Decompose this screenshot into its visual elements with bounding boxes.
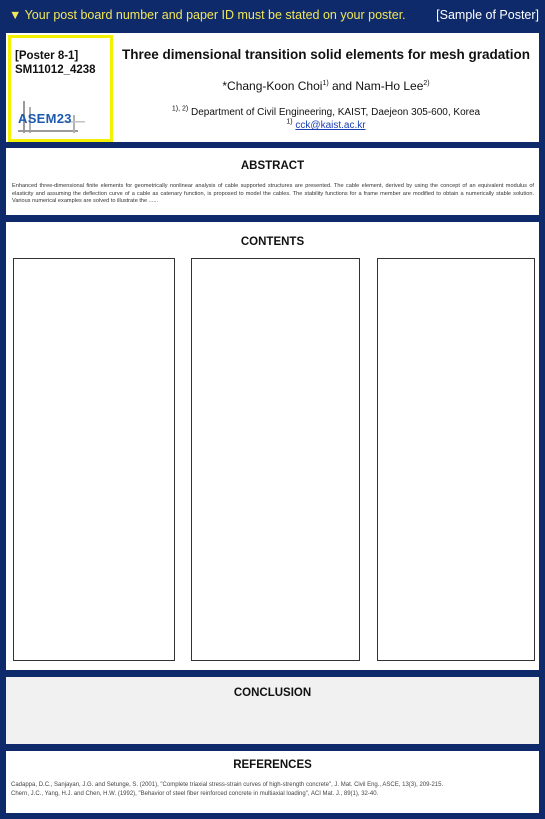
affiliation-line <box>116 107 536 118</box>
paper-id: SM11012_4238 <box>15 64 96 76</box>
conclusion-title: CONCLUSION <box>233 687 312 699</box>
email-link[interactable]: cck@kaist.ac.kr <box>295 120 366 131</box>
instruction-bar <box>0 0 545 30</box>
affiliation-sup: 1), 2) <box>171 105 189 113</box>
email-line <box>116 120 536 131</box>
poster-header <box>6 33 539 142</box>
abstract-section <box>6 148 539 215</box>
asem-logo-text: ASEM23 <box>18 111 72 126</box>
contents-title: CONTENTS <box>240 236 305 248</box>
author-1-sup: 1) <box>322 80 329 87</box>
poster-id-text <box>15 49 96 77</box>
poster-number: [Poster 8-1] <box>15 50 79 62</box>
contents-section <box>6 222 539 670</box>
paper-title: Three dimensional transition solid elements for mesh gradation <box>121 47 531 62</box>
content-column-2 <box>191 258 360 661</box>
affiliation-text: Department of Civil Engineering, KAIST, Daejeon 305-600, Korea <box>188 107 481 118</box>
abstract-title: ABSTRACT <box>240 160 305 172</box>
references-section <box>6 751 539 813</box>
reference-item: Cadappa, D.C., Sanjayan, J.G. and Setunge, S. (2001), "Complete triaxial stress-strain curves of high-strength concrete", J. Mat. Civil Eng., ASCE, 13(3), 209-215. <box>11 782 444 788</box>
authors-line <box>116 79 536 93</box>
conclusion-section <box>6 677 539 744</box>
reference-item: Chern, J.C., Yang, H.J. and Chen, H.W. (1992), "Behavior of steel fiber reinforced concrete in multiaxial loading", ACI Mat. J., 89(1), 32-40. <box>11 791 379 797</box>
abstract-text: Enhanced three-dimensional finite elements for geometrically nonlinear analysis of cable supported structures are presented. The cable element, derived by using the concept of an equivalent modulus of elasticity and assuming the deflection curve of a cable as catenary function, is proposed to model the cables. The stability functions for a frame member are modified to obtain a numerically stable solution. Various numerical examples are solved to illustrate the ...... <box>12 183 534 205</box>
email-sup: 1) <box>286 118 293 126</box>
sample-label: [Sample of Poster] <box>436 8 539 22</box>
content-column-3 <box>377 258 535 661</box>
author-1: *Chang-Koon Choi <box>222 79 323 93</box>
poster-id-box <box>8 35 113 142</box>
references-title: REFERENCES <box>233 759 312 771</box>
author-2-sup: 2) <box>423 80 430 87</box>
author-2: and Nam-Ho Lee <box>328 79 424 93</box>
content-column-1 <box>13 258 175 661</box>
instruction-notice: ▼ Your post board number and paper ID must be stated on your poster. <box>9 8 406 22</box>
